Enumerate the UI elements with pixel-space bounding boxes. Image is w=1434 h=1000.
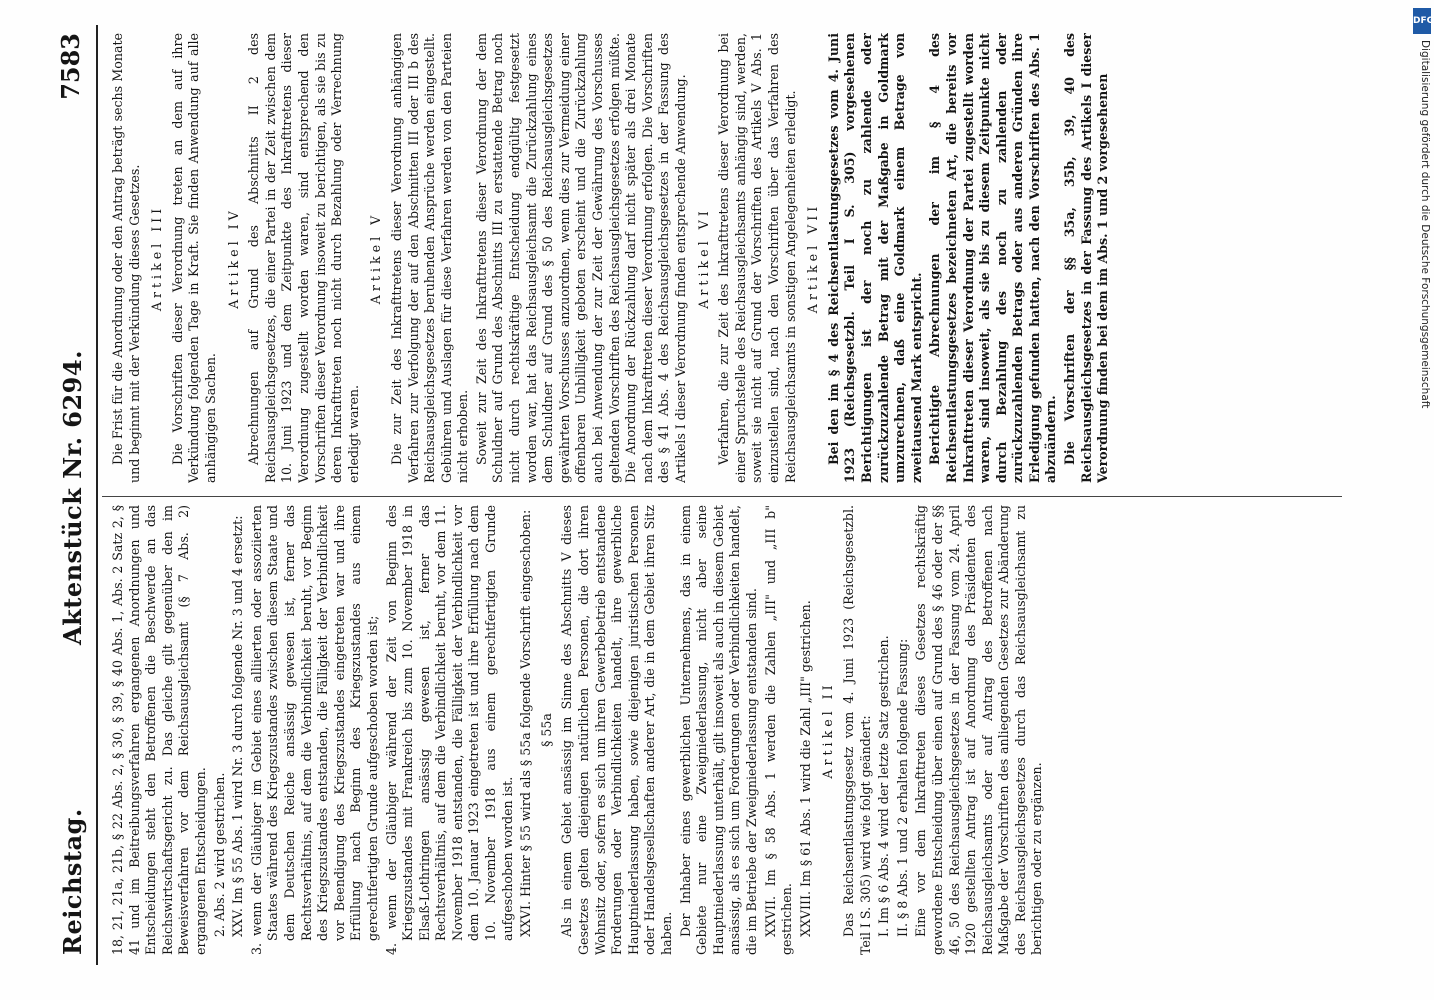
column-divider xyxy=(102,496,1342,497)
article-heading: Artikel VI xyxy=(695,207,711,309)
paragraph: XXVIII. Im § 61 Abs. 1 wird die Zahl „III" gestrichen. xyxy=(797,600,813,937)
paragraph: XXVII. Im § 58 Abs. 1 werden die Zahlen „III" und „III b" gestrichen. xyxy=(762,505,795,955)
paragraph: Als in einem Gebiet ansässig im Sinne des Abschnitts V dieses Gesetzes gelten diejenigen natürlichen Personen, die dort ihren Wohnsitz oder, sofern es sich um ihren Gewerbebetrieb entstandene Forderungen oder Verbindlichkeiten handelt, ihre gewerbliche Hauptniederlassung haben, sowie diejenigen juristischen Personen oder Handelsgesellschaften anderer Art, die in dem Gebiet ihren Sitz haben. xyxy=(559,505,674,955)
rotated-print-page xyxy=(50,25,1350,965)
paragraph: 2. Abs. 2 wird gestrichen. xyxy=(211,772,227,937)
paragraph: 18, 21, 21a, 21b, § 22 Abs. 2, § 30, § 39, § 40 Abs. 1, Abs. 2 Satz 2, § 41 und im Beitreibungsverfahren ergangenen Anordnungen und Entscheidungen steht den Betroffenen die Beschwerde an das Reichswirtschaftsgericht zu. Das gleiche gilt gegenüber den im Beweisverfahren vor dem Reichsausgleichsamt (§ 7 Abs. 2) ergangenen Entscheidungen. xyxy=(110,505,208,955)
paragraph: Die Vorschriften der §§ 35a, 35b, 39, 40 des Reichsausgleichsgesetzes in der Fassung des Artikels I dieser Verordnung finden bei dem im Abs. 1 und 2 vorgesehenen xyxy=(1062,33,1111,483)
paragraph: Die zur Zeit des Inkrafttretens dieser Verordnung anhängigen Verfahren zur Verfolgung der auf den Abschnitten III oder III b des Reichsausgleichsgesetzes beruhenden Ansprüche werden eingestellt. Gebühren und Auslagen für diese Verfahren werden von den Parteien nicht erhoben. xyxy=(388,33,471,483)
header-rule xyxy=(96,25,98,965)
article-heading: Artikel II xyxy=(820,681,836,779)
dfg-logo: DFG xyxy=(1413,8,1431,34)
article-heading: Artikel VII xyxy=(805,202,821,314)
paragraph: Die Vorschriften dieser Verordnung treten an dem auf ihre Verkündung folgenden Tage in Kraft. Sie finden Anwendung auf alle anhängigen Sachen. xyxy=(169,33,218,483)
article-heading: Artikel V xyxy=(368,211,384,305)
paragraph: Soweit zur Zeit des Inkrafttretens dieser Verordnung der dem Schuldner auf Grund des Abschnitts III zu erstattende Betrag noch nicht durch rechtskräftige Entscheidung endgültig festgesetzt worden war, hat das Reichsausgleichsamt die Zurückzahlung eines dem Schuldner auf Grund des § 50 des Reichsausgleichsgesetzes gewährten Vorschusses anzuordnen, wenn dies zur Vermeidung einer offenbaren Unbilligkeit geboten erscheint und die Zurückzahlung auch bei Anwendung der zur Zeit der Gewährung des Vorschusses geltenden Vorschriften des Reichsausgleichsgesetzes erfolgen müßte. Die Anordnung der Rückzahlung darf nicht später als drei Monate nach dem Inkrafttreten dieser Verordnung erfolgen. Die Vorschriften des § 41 Abs. 4 des Reichsausgleichsgesetzes in der Fassung des Artikels I dieser Verordnung finden entsprechende Anwendung. xyxy=(473,33,688,483)
right-column xyxy=(110,33,1340,483)
paragraph: Der Inhaber eines gewerblichen Unternehmens, das in einem Gebiete nur eine Zweigniederlassung, nicht aber seine Hauptniederlassung unterhält, gilt insoweit als auch in diesem Gebiet ansässig, als es sich um Forderungen oder Verbindlichkeiten handelt, die im Betriebe der Zweigniederlassung entstanden sind. xyxy=(677,505,759,955)
article-heading: Artikel IV xyxy=(225,207,241,309)
section-heading: § 55a xyxy=(538,713,554,747)
left-column xyxy=(110,505,1340,955)
paragraph: Bei den im § 4 des Reichsentlastungsgesetzes vom 4. Juni 1923 (Reichsgesetzbl. Teil I S. 305) vorgesehenen Berichtigungen ist der noch zu zahlende oder zurückzuzahlende Betrag mit der Maßgabe in Goldmark umzurechnen, daß eine Goldmark einem Betrage von zweitausend Mark entspricht. xyxy=(825,33,924,483)
paragraph: Eine vor dem Inkrafttreten dieses Gesetzes rechtskräftig gewordene Entscheidung über einen auf Grund des § 46 oder der §§ 46, 50 des Reichsausgleichsgesetzes in der Fassung vom 24. April 1920 gestellten Antrag ist auf Anordnung des Präsidenten des Reichsausgleichsamts oder auf Antrag des Betroffenen nach Maßgabe der Vorschriften des anliegenden Gesetzes zur Abänderung des Reichsausgleichsgesetzes durch das Reichsausgleichsamt zu berichtigen oder zu ergänzen. xyxy=(913,505,1045,955)
list-item: 3. wenn der Gläubiger im Gebiet eines alliierten oder assoziierten Staates während des Kriegszustandes zwischen diesem Staate und dem Deutschen Reiche ansässig gewesen ist, ferner das Rechtsverhältnis, auf dem die Verbindlichkeit beruht, vor Beginn des Kriegszustandes entstanden, die Fälligkeit der Verbindlichkeit vor Beendigung des Kriegszustandes eingetreten war und ihre Erfüllung nach Beginn des Kriegszustandes aus einem gerechtfertigten Grunde aufgeschoben worden ist; xyxy=(248,505,380,955)
paragraph: Das Reichsentlastungsgesetz vom 4. Juni 1923 (Reichsgesetzbl. Teil I S. 305) wird wie folgt geändert: xyxy=(840,505,873,955)
list-item: 4. wenn der Gläubiger während der Zeit von Beginn des Kriegszustandes mit Frankreich bis zum 10. November 1918 in Elsaß-Lothringen ansässig gewesen ist, ferner das Rechtsverhältnis, auf dem die Verbindlichkeit beruht, vor dem 11. November 1918 entstanden, die Fälligkeit der Verbindlichkeit vor dem 10. Januar 1923 eingetreten ist und ihre Erfüllung nach dem 10. November 1918 aus einem gerechtfertigten Grunde aufgeschoben worden ist. xyxy=(383,505,515,955)
paragraph: II. § 8 Abs. 1 und 2 erhalten folgende Fassung: xyxy=(894,638,910,937)
paragraph: Die Frist für die Anordnung oder den Antrag beträgt sechs Monate und beginnt mit der Verkündung dieses Gesetzes. xyxy=(110,33,142,483)
credit-text: Digitalisierung gefördert durch die Deutsche Forschungsgemeinschaft xyxy=(1419,40,1431,409)
paragraph: XXV. Im § 55 Abs. 1 wird Nr. 3 durch folgende Nr. 3 und 4 ersetzt: xyxy=(230,515,246,937)
digitization-credit xyxy=(1411,0,1433,1000)
paragraph: I. Im § 6 Abs. 4 wird der letzte Satz gestrichen. xyxy=(876,635,892,937)
paragraph: Verfahren, die zur Zeit des Inkrafttretens dieser Verordnung bei einer Spruchstelle des Reichsausgleichsamts anhängig sind, werden, soweit sie nicht auf Grund der Vorschriften des Artikels V Abs. 1 einzustellen sind, nach den Vorschriften über das Verfahren des Reichsausgleichsamts in sonstigen Angelegenheiten erledigt. xyxy=(716,33,798,483)
page-number: 7583 xyxy=(56,33,85,100)
paragraph: Berichtigte Abrechnungen der im § 4 des Reichsentlastungsgesetzes bezeichneten Art, die bereits vor Inkrafttreten dieser Verordnung der Partei zugestellt worden waren, sind insoweit, als sie bis zu diesem Zeitpunkte nicht durch Bezahlung des noch zu zahlenden oder zurückzuzahlenden Betrags oder aus anderen Gründen ihre Erledigung gefunden hatten, nach den Vorschriften des Abs. 1 abzuändern. xyxy=(927,33,1059,483)
header-document-number: Aktenstück Nr. 6294. xyxy=(58,350,87,645)
paragraph: Abrechnungen auf Grund des Abschnitts II 2 des Reichsausgleichsgesetzes, die einer Partei in der Zeit zwischen dem 10. Juni 1923 und dem Zeitpunkte des Inkrafttretens dieser Verordnung zugestellt worden waren, sind entsprechend den Vorschriften dieser Verordnung insoweit zu berichtigen, als sie bis zu deren Inkrafttreten noch nicht durch Bezahlung oder Verrechnung erledigt waren. xyxy=(246,33,361,483)
paragraph: XXVI. Hinter § 55 wird als § 55a folgende Vorschrift eingeschoben: xyxy=(518,509,534,937)
header-reichstag: Reichstag. xyxy=(58,808,87,955)
article-heading: Artikel III xyxy=(149,204,165,312)
